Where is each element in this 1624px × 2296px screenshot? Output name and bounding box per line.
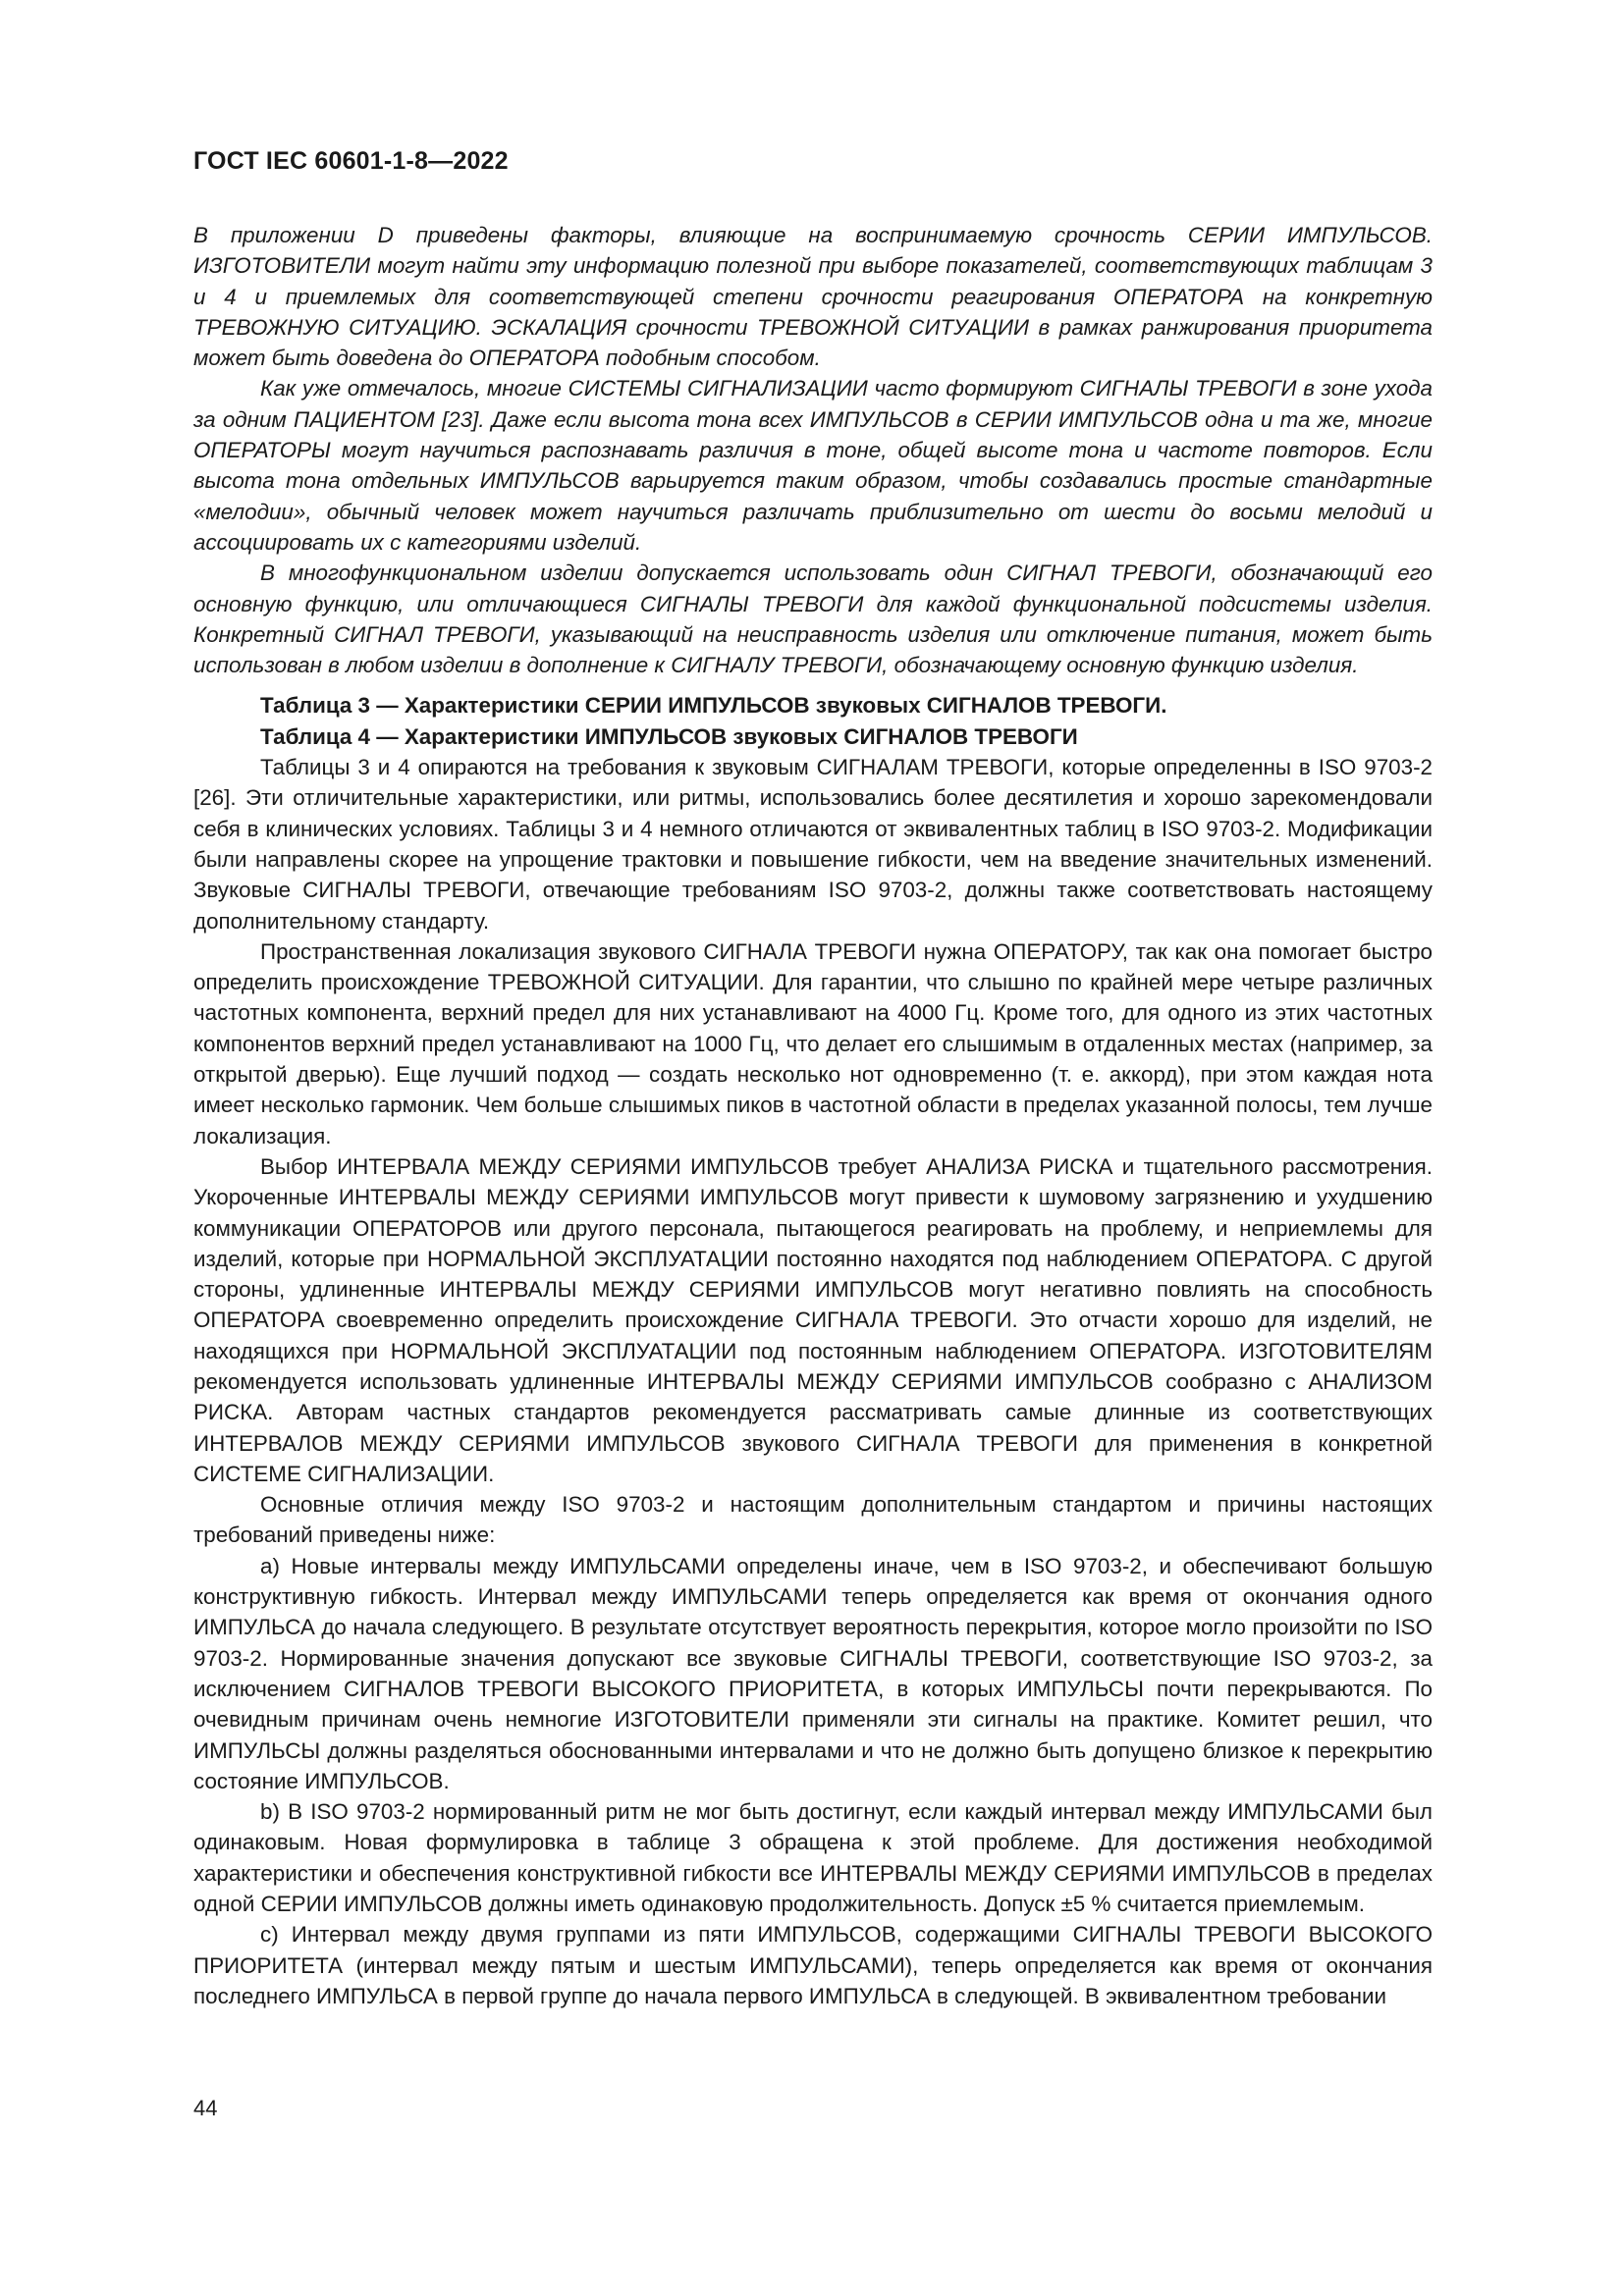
table-caption-4: Таблица 4 — Характеристики ИМПУЛЬСОВ звуковых СИГНАЛОВ ТРЕВОГИ <box>260 723 1078 749</box>
list-item-a: a) Новые интервалы между ИМПУЛЬСАМИ определены иначе, чем в ISO 9703-2, и обеспечивают большую конструктивную гибкость. Интервал между ИМПУЛЬСАМИ теперь определяется как время от окончания одного ИМПУЛЬСА до начала следующего. В результате отсутствует вероятность перекрытия, которое могло произойти по ISO 9703-2. Нормированные значения допускают все звуковые СИГНАЛЫ ТРЕВОГИ, соответствующие ISO 9703-2, за исключением СИГНАЛОВ ТРЕВОГИ ВЫСОКОГО ПРИОРИТЕТА, в которых ИМПУЛЬСЫ почти перекрываются. По очевидным причинам очень немногие ИЗГОТОВИТЕЛИ применяли эти сигналы на практике. Комитет решил, что ИМПУЛЬСЫ должны разделяться обоснованными интервалами и что не должно быть допущено близкое к перекрытию состояние ИМПУЛЬСОВ. <box>193 1553 1433 1793</box>
italic-paragraph: В многофункциональном изделии допускается использовать один СИГНАЛ ТРЕВОГИ, обозначающий его основную функцию, или отличающиеся СИГНАЛЫ ТРЕВОГИ для каждой функциональной подсистемы изделия. Конкретный СИГНАЛ ТРЕВОГИ, указывающий на неисправность изделия или отключение питания, может быть использован в любом изделии в дополнение к СИГНАЛУ ТРЕВОГИ, обозначающему основную функцию изделия. <box>193 561 1433 678</box>
body-paragraph: Таблицы 3 и 4 опираются на требования к звуковым СИГНАЛАМ ТРЕВОГИ, которые определенны в ISO 9703-2 [26]. Эти отличительные характеристики, или ритмы, использовались более десятилетия и хорошо зарекомендовали себя в клинических условиях. Таблицы 3 и 4 немного отличаются от эквивалентных таблиц в ISO 9703-2. Модификации были направлены скорее на упрощение трактовки и повышение гибкости, чем на введение значительных изменений. Звуковые СИГНАЛЫ ТРЕВОГИ, отвечающие требованиям ISO 9703-2, должны также соответствовать настоящему дополнительному стандарту. <box>193 755 1433 934</box>
page-content <box>193 220 1433 2011</box>
body-paragraph: Основные отличия между ISO 9703-2 и настоящим дополнительным стандартом и причины настоящих требований приведены ниже: <box>193 1492 1433 1548</box>
italic-paragraph: В приложении D приведены факторы, влияющие на воспринимаемую срочность СЕРИИ ИМПУЛЬСОВ. ИЗГОТОВИТЕЛИ могут найти эту информацию полезной при выборе показателей, соответствующих таблицам 3 и 4 и приемлемых для соответствующей степени срочности реагирования ОПЕРАТОРА на конкретную ТРЕВОЖНУЮ СИТУАЦИЮ. ЭСКАЛАЦИЯ срочности ТРЕВОЖНОЙ СИТУАЦИИ в рамках ранжирования приоритета может быть доведена до ОПЕРАТОРА подобным способом. <box>193 223 1433 371</box>
spacer <box>193 680 1433 690</box>
body-paragraph: Выбор ИНТЕРВАЛА МЕЖДУ СЕРИЯМИ ИМПУЛЬСОВ требует АНАЛИЗА РИСКА и тщательного рассмотрения. Укороченные ИНТЕРВАЛЫ МЕЖДУ СЕРИЯМИ ИМПУЛЬСОВ могут привести к шумовому загрязнению и ухудшению коммуникации ОПЕРАТОРОВ или другого персонала, пытающегося реагировать на проблему, и неприемлемы для изделий, которые при НОРМАЛЬНОЙ ЭКСПЛУАТАЦИИ постоянно находятся под наблюдением ОПЕРАТОРА. С другой стороны, удлиненные ИНТЕРВАЛЫ МЕЖДУ СЕРИЯМИ ИМПУЛЬСОВ могут негативно повлиять на способность ОПЕРАТОРА своевременно определить происхождение СИГНАЛА ТРЕВОГИ. Это отчасти хорошо для изделий, не находящихся при НОРМАЛЬНОЙ ЭКСПЛУАТАЦИИ под постоянным наблюдением ОПЕРАТОРА. ИЗГОТОВИТЕЛЯМ рекомендуется использовать удлиненные ИНТЕРВАЛЫ МЕЖДУ СЕРИЯМИ ИМПУЛЬСОВ сообразно с АНАЛИЗОМ РИСКА. Авторам частных стандартов рекомендуется рассматривать самые длинные из соответствующих ИНТЕРВАЛОВ МЕЖДУ СЕРИЯМИ ИМПУЛЬСОВ звукового СИГНАЛА ТРЕВОГИ для применения в конкретной СИСТЕМЕ СИГНАЛИЗАЦИИ. <box>193 1153 1433 1486</box>
list-item-b: b) В ISO 9703-2 нормированный ритм не мог быть достигнут, если каждый интервал между ИМПУЛЬСАМИ был одинаковым. Новая формулировка в таблице 3 обращена к этой проблеме. Для достижения необходимой характеристики и обеспечения конструктивной гибкости все ИНТЕРВАЛЫ МЕЖДУ СЕРИЯМИ ИМПУЛЬСОВ в пределах одной СЕРИИ ИМПУЛЬСОВ должны иметь одинаковую продолжительность. Допуск ±5 % считается приемлемым. <box>193 1799 1433 1917</box>
table-caption-3: Таблица 3 — Характеристики СЕРИИ ИМПУЛЬСОВ звуковых СИГНАЛОВ ТРЕВОГИ. <box>260 693 1167 719</box>
body-paragraph: Пространственная локализация звукового СИГНАЛА ТРЕВОГИ нужна ОПЕРАТОРУ, так как она помогает быстро определить происхождение ТРЕВОЖНОЙ СИТУАЦИИ. Для гарантии, что слышно по крайней мере четыре различных частотных компонента, верхний предел для них устанавливают на 4000 Гц. Кроме того, для одного из этих частотных компонентов верхний предел устанавливают на 1000 Гц, что делает его слышимым в отдаленных местах (например, за открытой дверью). Еще лучший подход — создать несколько нот одновременно (т. е. аккорд), при этом каждая нота имеет несколько гармоник. Чем больше слышимых пиков в частотной области в пределах указанной полосы, тем лучше локализация. <box>193 938 1433 1148</box>
list-item-c: c) Интервал между двумя группами из пяти ИМПУЛЬСОВ, содержащими СИГНАЛЫ ТРЕВОГИ ВЫСОКОГО ПРИОРИТЕТА (интервал между пятым и шестым ИМПУЛЬСАМИ), теперь определяется как время от окончания последнего ИМПУЛЬСА в первой группе до начала первого ИМПУЛЬСА в следующей. В эквивалентном требовании <box>193 1922 1433 2008</box>
document-header: ГОСТ IEC 60601-1-8—2022 <box>193 147 509 175</box>
italic-paragraph: Как уже отмечалось, многие СИСТЕМЫ СИГНАЛИЗАЦИИ часто формируют СИГНАЛЫ ТРЕВОГИ в зоне ухода за одним ПАЦИЕНТОМ [23]. Даже если высота тона всех ИМПУЛЬСОВ в СЕРИИ ИМПУЛЬСОВ одна и та же, многие ОПЕРАТОРЫ могут научиться распознавать различия в тоне, общей высоте тона и частоте повторов. Если высота тона отдельных ИМПУЛЬСОВ варьируется таким образом, чтобы создавались простые стандартные «мелодии», обычный человек может научиться различать приблизительно от шести до восьми мелодий и ассоциировать их с категориями изделий. <box>193 376 1433 555</box>
page-number: 44 <box>193 2096 218 2120</box>
